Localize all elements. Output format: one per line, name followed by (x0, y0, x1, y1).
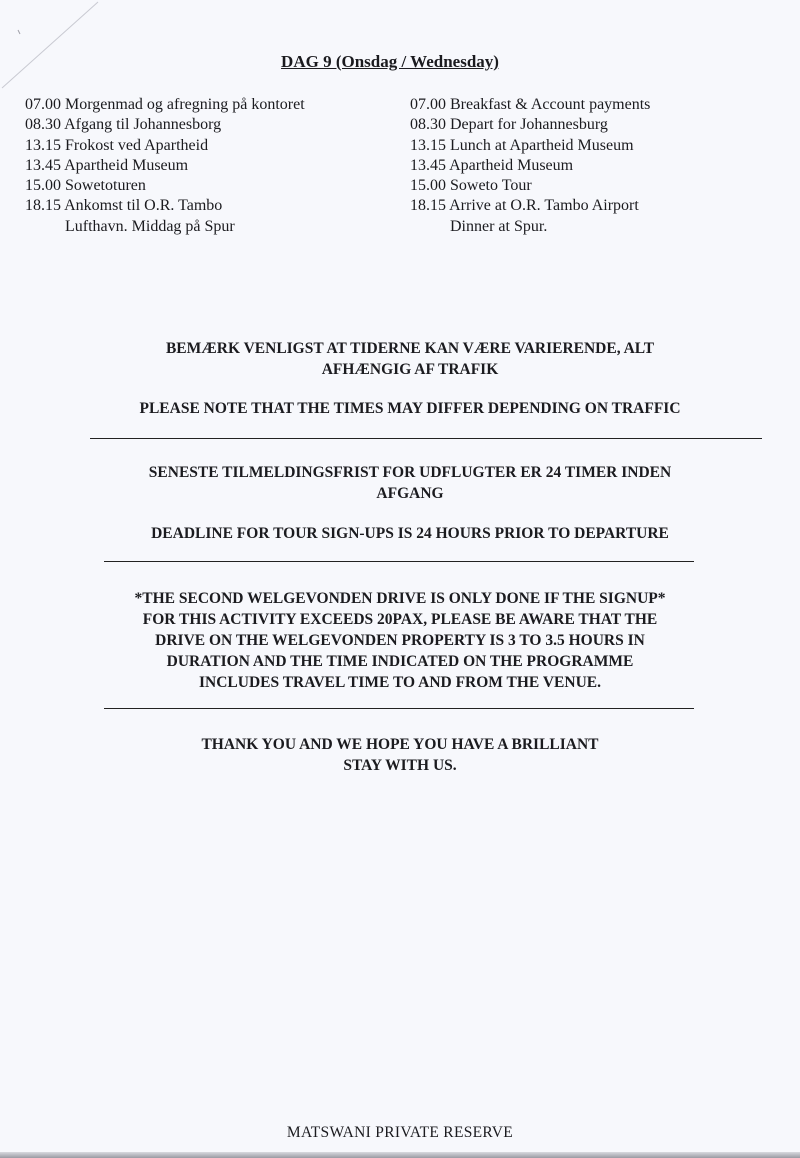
schedule-row (410, 95, 780, 115)
schedule-time: 07.00 (410, 96, 446, 113)
schedule-time: 15.00 (25, 177, 61, 195)
schedule-continuation: Lufthavn. Middag på Spur (65, 217, 235, 235)
schedule-text: Breakfast & Account payments (450, 96, 651, 113)
schedule-row (410, 115, 780, 135)
schedule-row (25, 196, 395, 237)
paper-bottom-edge (0, 1152, 800, 1158)
thank-you-message: THANK YOU AND WE HOPE YOU HAVE A BRILLIANT STAY WITH US. (201, 736, 599, 774)
notice-deadline-danish: SENESTE TILMELDINGSFRIST FOR UDFLUGTER ER 24 TIMER INDEN AFGANG (148, 464, 672, 502)
schedule-time: 18.15 (25, 197, 61, 215)
schedule-row (25, 136, 395, 156)
schedule-time: 08.30 (410, 116, 446, 134)
schedule-row (25, 95, 395, 115)
schedule-time: 08.30 (25, 116, 61, 134)
schedule-time: 13.15 (25, 136, 61, 154)
divider (90, 438, 762, 439)
schedule-row (410, 176, 780, 196)
schedule-row (410, 156, 780, 176)
schedule-row (410, 136, 780, 156)
paper-fold-line (0, 0, 100, 90)
schedule-text: Apartheid Museum (449, 156, 574, 174)
schedule-text: Ankomst til O.R. Tambo (64, 197, 223, 215)
divider (104, 708, 694, 709)
schedule-continuation: Dinner at Spur. (450, 217, 548, 235)
schedule-text: Arrive at O.R. Tambo Airport (449, 197, 639, 215)
schedule-row (25, 156, 395, 176)
schedule-time: 18.15 (410, 197, 446, 215)
footer-reserve-name: MATSWANI PRIVATE RESERVE (286, 1124, 514, 1141)
schedule-text: Lunch at Apartheid Museum (450, 136, 634, 154)
schedule-time: 13.15 (410, 136, 446, 154)
divider (104, 561, 694, 562)
schedule-time: 13.45 (410, 156, 446, 174)
notice-deadline-english: DEADLINE FOR TOUR SIGN-UPS IS 24 HOURS PRIOR TO DEPARTURE (151, 525, 669, 542)
schedule-danish (25, 95, 395, 237)
schedule-text: Afgang til Johannesborg (64, 116, 222, 134)
schedule-text: Apartheid Museum (64, 156, 189, 174)
schedule-time: 13.45 (25, 156, 61, 174)
schedule-text: Soweto Tour (450, 177, 532, 195)
schedule-text: Sowetoturen (65, 177, 146, 195)
notice-welgevonden-drive: *THE SECOND WELGEVONDEN DRIVE IS ONLY DONE IF THE SIGNUP* FOR THIS ACTIVITY EXCEEDS 20PAX, PLEASE BE AWARE THAT THE DRIVE ON THE WELGEVONDEN PROPERTY IS 3 TO 3.5 HOURS IN DURATION AND THE TIME INDICATED ON THE PROGRAMME INCLUDES TRAVEL TIME TO AND FROM THE VENUE. (134, 590, 666, 691)
schedule-english (410, 95, 780, 237)
schedule-row (410, 196, 780, 237)
schedule-row (25, 176, 395, 196)
notice-times-english: PLEASE NOTE THAT THE TIMES MAY DIFFER DEPENDING ON TRAFFIC (139, 400, 681, 417)
schedule-row (25, 115, 395, 135)
schedule-text: Morgenmad og afregning på kontoret (65, 96, 305, 113)
notice-times-danish: BEMÆRK VENLIGST AT TIDERNE KAN VÆRE VARIERENDE, ALT AFHÆNGIG AF TRAFIK (165, 340, 655, 378)
schedule-text: Depart for Johannesburg (450, 116, 608, 134)
schedule-time: 15.00 (410, 177, 446, 195)
day-title: DAG 9 (Onsdag / Wednesday) (281, 52, 499, 71)
schedule-text: Frokost ved Apartheid (65, 136, 209, 154)
schedule-time: 07.00 (25, 96, 61, 113)
